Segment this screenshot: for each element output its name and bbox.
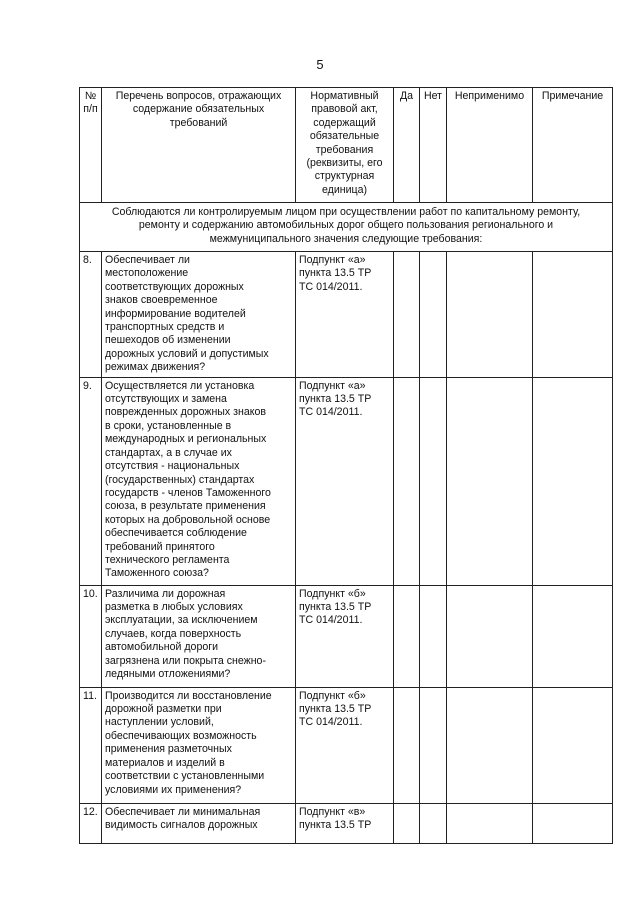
section-header-row bbox=[80, 203, 613, 252]
row-not-applicable-cell[interactable] bbox=[447, 377, 533, 585]
row-number: 9. bbox=[80, 377, 102, 585]
col-header-questions: Перечень вопросов, отражающих содержание обязательных требований bbox=[102, 88, 296, 203]
row-note-cell[interactable] bbox=[533, 687, 613, 803]
row-not-applicable-cell[interactable] bbox=[447, 687, 533, 803]
row-note-cell[interactable] bbox=[533, 377, 613, 585]
col-header-normative: Нормативный правовой акт, содержащий обязательные требования (реквизиты, его структурная единица) bbox=[296, 88, 394, 203]
row-yes-cell[interactable] bbox=[394, 803, 420, 843]
row-yes-cell[interactable] bbox=[394, 585, 420, 687]
row-no-cell[interactable] bbox=[420, 252, 447, 378]
row-normative-act: Подпункт «в» пункта 13.5 ТР bbox=[296, 803, 394, 843]
row-normative-act: Подпункт «а» пункта 13.5 ТР ТС 014/2011. bbox=[296, 377, 394, 585]
row-question: Осуществляется ли установка отсутствующих и замена поврежденных дорожных знаков в сроки, установленные в международных и региональных стандартах, а в случае их отсутствия - национальных (государственных) стандартах государств - членов Таможенного союза, в результате применения которых на добровольной основе обеспечивается соблюдение требований принятого технического регламента Таможенного союза? bbox=[102, 377, 296, 585]
row-yes-cell[interactable] bbox=[394, 377, 420, 585]
row-no-cell[interactable] bbox=[420, 585, 447, 687]
checklist-table bbox=[79, 87, 613, 844]
table-row bbox=[80, 377, 613, 585]
row-question: Обеспечивает ли местоположение соответствующих дорожных знаков своевременное информирование водителей транспортных средств и пешеходов об изменении дорожных условий и допустимых режимах движения? bbox=[102, 252, 296, 378]
row-normative-act: Подпункт «б» пункта 13.5 ТР ТС 014/2011. bbox=[296, 687, 394, 803]
row-no-cell[interactable] bbox=[420, 377, 447, 585]
row-normative-act: Подпункт «а» пункта 13.5 ТР ТС 014/2011. bbox=[296, 252, 394, 378]
col-header-no: Нет bbox=[420, 88, 447, 203]
table-row bbox=[80, 585, 613, 687]
col-header-not-applicable: Неприменимо bbox=[447, 88, 533, 203]
col-header-number: № п/п bbox=[80, 88, 102, 203]
row-question: Производится ли восстановление дорожной разметки при наступлении условий, обеспечивающих возможность применения разметочных материалов и изделий в соответствии с установленными условиями их применения? bbox=[102, 687, 296, 803]
col-header-note: Примечание bbox=[533, 88, 613, 203]
page-number: 5 bbox=[316, 57, 324, 72]
row-number: 12. bbox=[80, 803, 102, 843]
row-not-applicable-cell[interactable] bbox=[447, 585, 533, 687]
table-row bbox=[80, 803, 613, 843]
row-question: Обеспечивает ли минимальная видимость сигналов дорожных bbox=[102, 803, 296, 843]
row-question: Различима ли дорожная разметка в любых условиях эксплуатации, за исключением случаев, когда поверхность автомобильной дороги загрязнена или покрыта снежно- ледяными отложениями? bbox=[102, 585, 296, 687]
col-header-yes: Да bbox=[394, 88, 420, 203]
row-no-cell[interactable] bbox=[420, 687, 447, 803]
table-row bbox=[80, 252, 613, 378]
row-number: 11. bbox=[80, 687, 102, 803]
row-note-cell[interactable] bbox=[533, 252, 613, 378]
row-no-cell[interactable] bbox=[420, 803, 447, 843]
row-yes-cell[interactable] bbox=[394, 252, 420, 378]
row-not-applicable-cell[interactable] bbox=[447, 803, 533, 843]
row-note-cell[interactable] bbox=[533, 585, 613, 687]
table-row bbox=[80, 687, 613, 803]
table-header-row bbox=[80, 88, 613, 203]
row-not-applicable-cell[interactable] bbox=[447, 252, 533, 378]
section-header: Соблюдаются ли контролируемым лицом при осуществлении работ по капитальному ремонту, ремонту и содержанию автомобильных дорог общего пользования регионального и межмуниципального значения следующие требования: bbox=[80, 203, 613, 252]
row-normative-act: Подпункт «б» пункта 13.5 ТР ТС 014/2011. bbox=[296, 585, 394, 687]
row-number: 8. bbox=[80, 252, 102, 378]
row-note-cell[interactable] bbox=[533, 803, 613, 843]
row-yes-cell[interactable] bbox=[394, 687, 420, 803]
row-number: 10. bbox=[80, 585, 102, 687]
